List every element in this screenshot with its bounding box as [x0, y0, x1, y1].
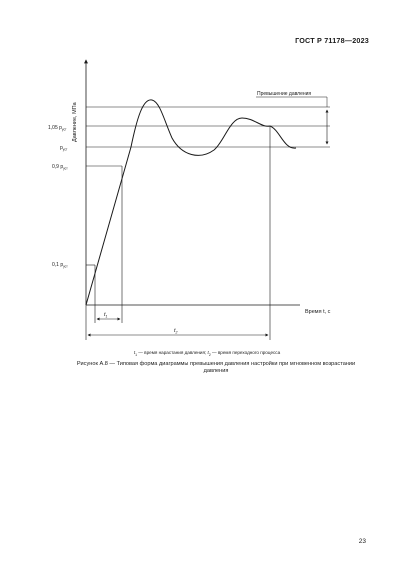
t2-label: $t_2$: [174, 328, 178, 335]
pressure-curve: [86, 100, 296, 305]
figure-legend: $t_1$ — время нарастания давления; $t_2$ — время переходного процесса: [133, 350, 281, 357]
overshoot-label: Превышение давления: [257, 91, 312, 97]
y-tick-01: 0,1 $p_{уст}$: [52, 262, 68, 269]
standard-header: ГОСТ Р 71178—2023: [295, 36, 369, 45]
y-tick-pset: $p_{уст}$: [60, 145, 68, 152]
y-axis-label: Давление, МПа: [72, 102, 78, 142]
y-tick-09: 0,9 $p_{уст}$: [52, 164, 68, 171]
x-axis-label: Время t, с: [305, 309, 331, 315]
page-number: 23: [358, 538, 366, 545]
t1-label: $t_1$: [104, 312, 108, 319]
y-tick-105: 1,05 $p_{уст}$: [48, 125, 67, 132]
figure-caption: Рисунок А.8 — Типовая форма диаграммы превышения давления настройки при мгновенном возрастании давления: [76, 361, 356, 374]
